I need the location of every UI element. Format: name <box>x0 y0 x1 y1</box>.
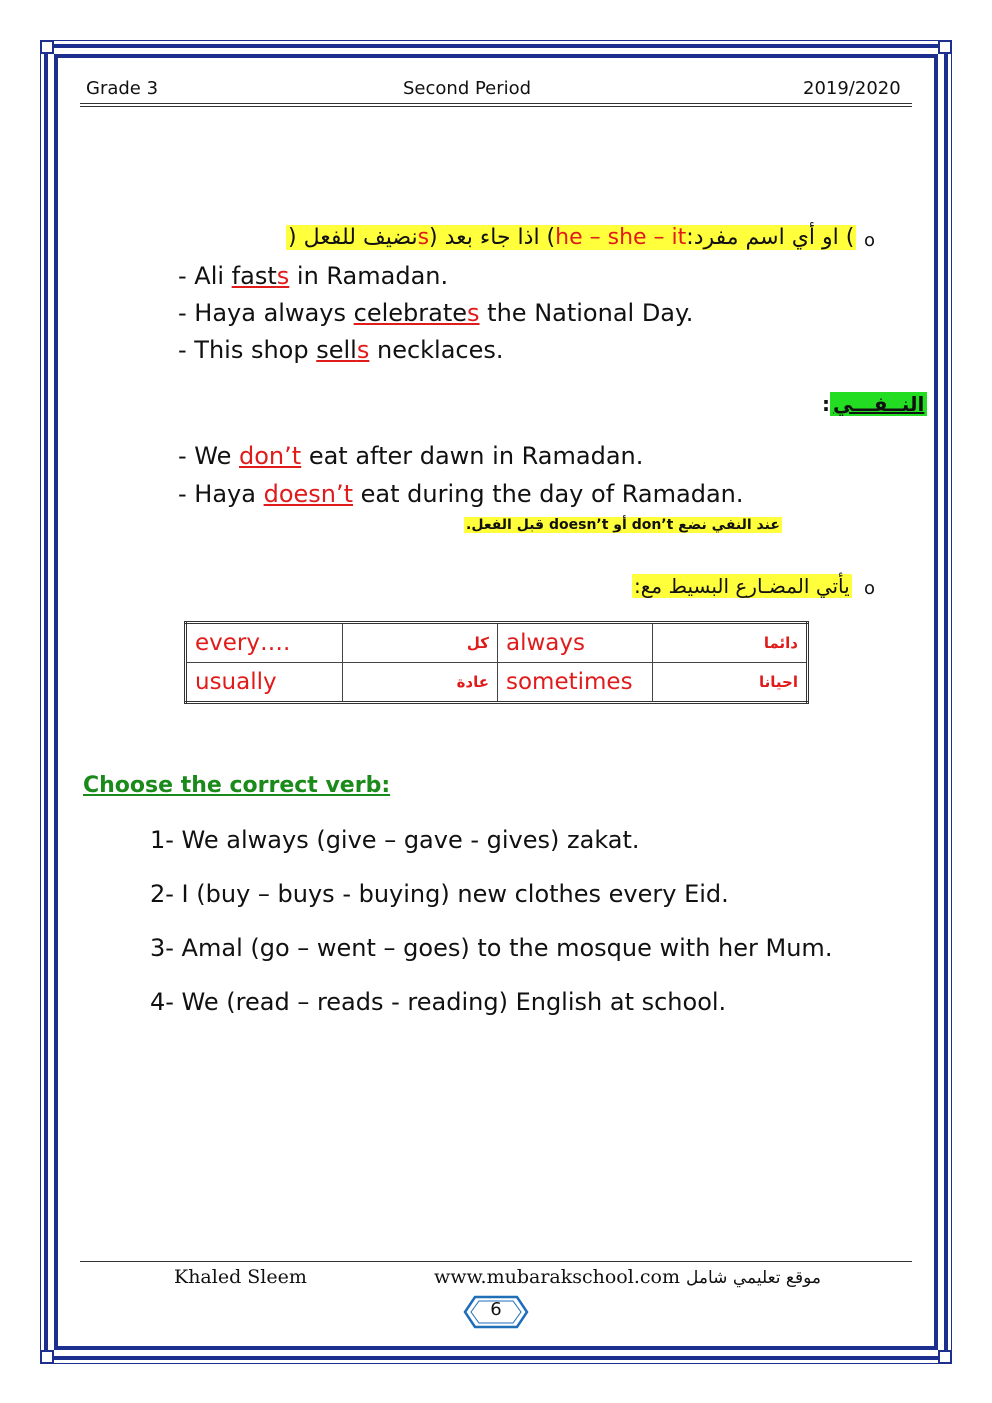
exercise-item: 2- I (buy – buys - buying) new clothes every Eid. <box>150 880 729 908</box>
exercise-item: 1- We always (give – gave - gives) zakat. <box>150 826 640 854</box>
table-row <box>186 663 808 703</box>
rule-add-s <box>286 225 856 250</box>
table-cell: كل <box>343 623 498 663</box>
table-cell: always <box>498 623 653 663</box>
exercise-item: 4- We (read – reads - reading) English at school. <box>150 988 727 1016</box>
page-number: 6 <box>490 1299 502 1320</box>
corner-ornament <box>938 40 952 54</box>
table-cell: sometimes <box>498 663 653 703</box>
exercise-title: Choose the correct verb: <box>83 773 391 798</box>
table-cell: every…. <box>186 623 343 663</box>
header-grade: Grade 3 <box>86 78 159 99</box>
corner-ornament <box>40 1350 54 1364</box>
header-period: Second Period <box>403 78 532 99</box>
bullet-circle-icon: o <box>864 578 876 599</box>
table-cell: usually <box>186 663 343 703</box>
table-cell: احيانا <box>653 663 808 703</box>
corner-ornament <box>40 40 54 54</box>
example-s-2: - Haya always celebrates the National Day. <box>178 299 694 327</box>
table-cell: دائما <box>653 623 808 663</box>
negation-example-2: - Haya doesn’t eat during the day of Ramadan. <box>178 480 744 508</box>
header-year: 2019/2020 <box>803 78 901 99</box>
footer-rule <box>80 1261 912 1262</box>
header-rule <box>80 106 912 107</box>
example-s-3: - This shop sells necklaces. <box>178 336 504 364</box>
bullet-circle-icon: o <box>864 230 876 251</box>
negation-note: عند النفي نضع don’t أو doesn’t قبل الفعل. <box>466 517 780 533</box>
corner-ornament <box>938 1350 952 1364</box>
negation-heading: : النــفـــي <box>822 392 927 416</box>
table-cell: عادة <box>343 663 498 703</box>
adverbs-rule: يأتي المضـارع البسيط مع: <box>634 574 850 598</box>
footer-author: Khaled Sleem <box>174 1266 307 1288</box>
example-s-1: - Ali fasts in Ramadan. <box>178 262 449 290</box>
adverbs-table <box>184 621 809 704</box>
footer-site: www.mubarakschool.com موقع تعليمي شامل <box>434 1266 821 1288</box>
header-rule <box>80 103 912 104</box>
rule-add-s-text: ) او أي اسم مفرد:he – she – it) اذا جاء بعد (sنضيف للفعل ( <box>288 225 855 250</box>
negation-example-1: - We don’t eat after dawn in Ramadan. <box>178 442 644 470</box>
exercise-item: 3- Amal (go – went – goes) to the mosque with her Mum. <box>150 934 833 962</box>
table-row <box>186 623 808 663</box>
